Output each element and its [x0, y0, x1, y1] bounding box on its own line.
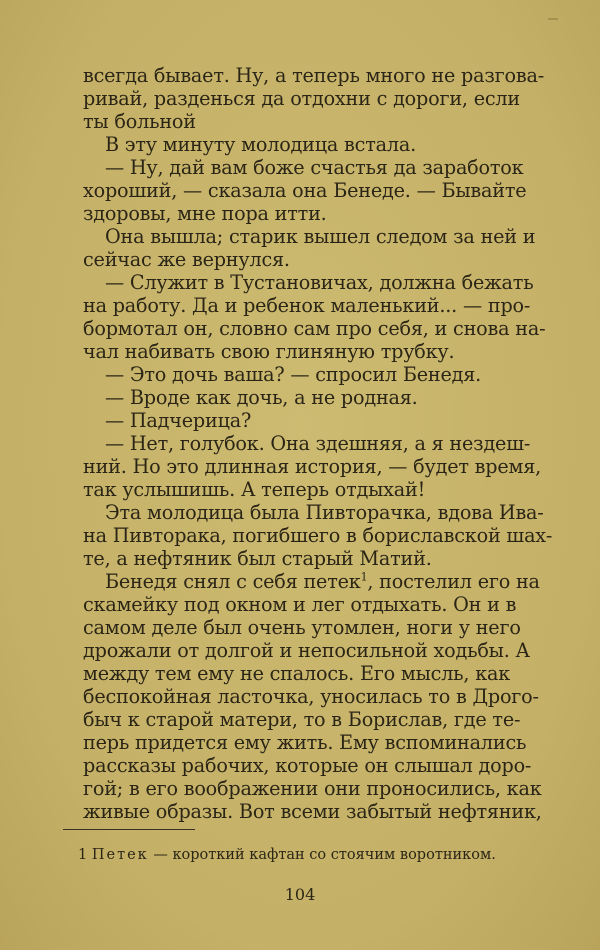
text-line	[83, 179, 573, 202]
text-line-content: Эта молодица была Пивторачка, вдова Ива-	[105, 501, 544, 524]
text-line	[83, 524, 573, 547]
text-line	[83, 156, 573, 179]
footnote-ref: 1	[360, 570, 368, 584]
text-line-content: чал набивать свою глиняную трубку.	[83, 340, 455, 363]
text-line	[83, 87, 573, 110]
footnote-text: — короткий кафтан со стоячим воротником.	[153, 847, 496, 863]
text-line-content: сейчас же вернулся.	[83, 248, 290, 271]
footnote-number: 1	[78, 847, 88, 863]
text-line	[83, 593, 573, 616]
text-line	[83, 800, 573, 823]
text-line-content: — Ну, дай вам боже счастья да заработок	[105, 156, 524, 179]
text-line	[83, 432, 573, 455]
text-line-content: те, а нефтяник был старый Матий.	[83, 547, 432, 570]
text-line-content: скамейку под окном и лег отдыхать. Он и в	[83, 593, 517, 616]
text-line	[83, 202, 573, 225]
text-line	[83, 754, 573, 777]
footnote-rule	[63, 829, 195, 830]
text-line-content: гой; в его воображении они проносились, как	[83, 777, 542, 800]
text-line	[83, 271, 573, 294]
text-line	[83, 731, 573, 754]
text-line	[83, 110, 573, 133]
text-line	[83, 570, 573, 593]
text-line	[83, 386, 573, 409]
text-line	[83, 777, 573, 800]
text-line	[83, 501, 573, 524]
body-text	[83, 64, 573, 823]
text-line-content: хороший, — сказала она Бенеде. — Бывайте	[83, 179, 527, 202]
text-line-content: — Нет, голубок. Она здешняя, а я нездеш-	[105, 432, 531, 455]
text-line	[83, 409, 573, 432]
text-line-content: — Это дочь ваша? — спросил Бенедя.	[105, 363, 482, 386]
text-line	[83, 317, 573, 340]
text-line	[83, 708, 573, 731]
text-line	[83, 662, 573, 685]
text-line	[83, 64, 573, 87]
text-line-content: рассказы рабочих, которые он слышал доро-	[83, 754, 532, 777]
text-line	[83, 133, 573, 156]
text-line-content: живые образы. Вот всеми забытый нефтяник,	[83, 800, 542, 823]
footnote-term: Петек	[91, 847, 149, 863]
text-line	[83, 294, 573, 317]
text-line	[83, 248, 573, 271]
text-line	[83, 685, 573, 708]
text-line	[83, 639, 573, 662]
text-line-content: на Пивторака, погибшего в бориславской шах-	[83, 524, 553, 547]
text-line	[83, 616, 573, 639]
text-line-content: дрожали от долгой и непосильной ходьбы. А	[83, 639, 530, 662]
text-line	[83, 225, 573, 248]
text-line-content: , постелил его на	[367, 570, 540, 593]
page-number: 104	[284, 885, 316, 904]
text-line-content: — Падчерица?	[105, 409, 252, 432]
text-line-content: на работу. Да и ребенок маленький... — про-	[83, 294, 531, 317]
text-line	[83, 547, 573, 570]
text-line-content: ний. Но это длинная история, — будет время,	[83, 455, 542, 478]
text-line-content: перь придется ему жить. Ему вспоминались	[83, 731, 527, 754]
text-line-content: В эту минуту молодица встала.	[105, 133, 416, 156]
text-line-content: Бенедя снял с себя петек	[105, 570, 361, 593]
text-line	[83, 363, 573, 386]
text-line-content: ты больной	[83, 110, 196, 133]
text-line-content: между тем ему не спалось. Его мысль, как	[83, 662, 511, 685]
text-line-content: всегда бывает. Ну, а теперь много не разгова-	[83, 64, 544, 87]
text-line-content: здоровы, мне пора итти.	[83, 202, 327, 225]
text-line-content: самом деле был очень утомлен, ноги у него	[83, 616, 521, 639]
text-line-content: Она вышла; старик вышел следом за ней и	[105, 225, 536, 248]
text-line-content: бормотал он, словно сам про себя, и снова на-	[83, 317, 546, 340]
scan-mark	[548, 18, 558, 20]
text-line	[83, 455, 573, 478]
footnote	[78, 846, 578, 864]
text-line-content: ривай, разденься да отдохни с дороги, если	[83, 87, 520, 110]
text-line-content: — Служит в Тустановичах, должна бежать	[105, 271, 534, 294]
text-line-content: — Вроде как дочь, а не родная.	[105, 386, 418, 409]
text-line	[83, 478, 573, 501]
text-line-content: быч к старой матери, то в Борислав, где те-	[83, 708, 521, 731]
text-line	[83, 340, 573, 363]
text-line-content: так услышишь. А теперь отдыхай!	[83, 478, 426, 501]
text-line-content: беспокойная ласточка, уносилась то в Дрого-	[83, 685, 539, 708]
